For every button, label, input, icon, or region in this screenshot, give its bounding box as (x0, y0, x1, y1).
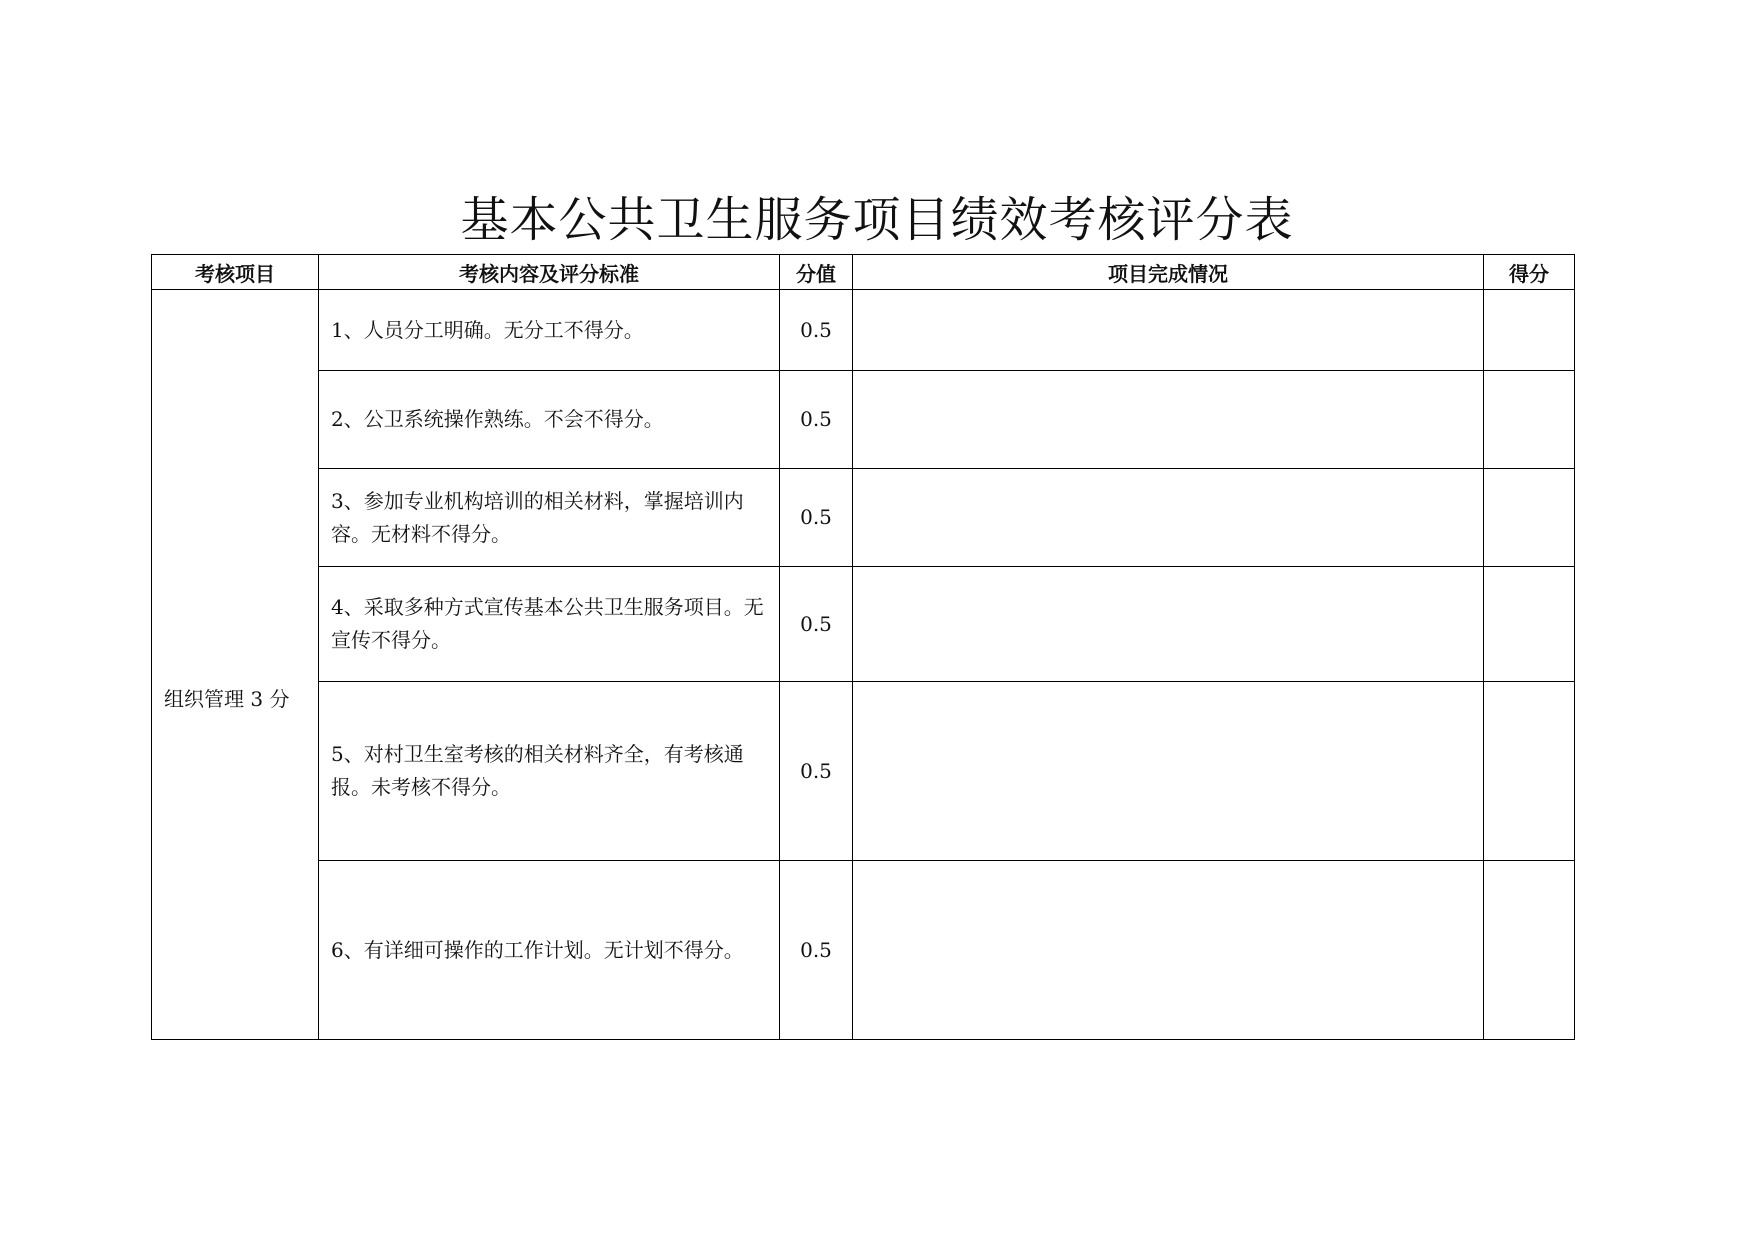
completion-cell[interactable] (853, 567, 1484, 682)
table-row (152, 682, 1575, 861)
points-cell: 0.5 (780, 567, 853, 682)
points-cell: 0.5 (780, 469, 853, 567)
table-row (152, 861, 1575, 1040)
header-item: 考核项目 (152, 255, 319, 290)
completion-cell[interactable] (853, 861, 1484, 1040)
criteria-cell: 1、人员分工明确。无分工不得分。 (319, 290, 780, 371)
points-cell: 0.5 (780, 371, 853, 469)
header-row (152, 255, 1575, 290)
criteria-cell: 2、公卫系统操作熟练。不会不得分。 (319, 371, 780, 469)
completion-cell[interactable] (853, 469, 1484, 567)
points-cell: 0.5 (780, 682, 853, 861)
page-title: 基本公共卫生服务项目绩效考核评分表 (460, 192, 1294, 248)
score-cell[interactable] (1484, 861, 1575, 1040)
criteria-cell: 5、对村卫生室考核的相关材料齐全，有考核通报。未考核不得分。 (319, 682, 780, 861)
table-row (152, 567, 1575, 682)
score-cell[interactable] (1484, 371, 1575, 469)
criteria-cell: 6、有详细可操作的工作计划。无计划不得分。 (319, 861, 780, 1040)
header-completion: 项目完成情况 (853, 255, 1484, 290)
table-row (152, 371, 1575, 469)
completion-cell[interactable] (853, 290, 1484, 371)
table-row (152, 469, 1575, 567)
header-points: 分值 (780, 255, 853, 290)
completion-cell[interactable] (853, 682, 1484, 861)
score-cell[interactable] (1484, 567, 1575, 682)
completion-cell[interactable] (853, 371, 1484, 469)
score-cell[interactable] (1484, 682, 1575, 861)
score-cell[interactable] (1484, 290, 1575, 371)
header-criteria: 考核内容及评分标准 (319, 255, 780, 290)
points-cell: 0.5 (780, 290, 853, 371)
criteria-cell: 4、采取多种方式宣传基本公共卫生服务项目。无宣传不得分。 (319, 567, 780, 682)
table-row (152, 290, 1575, 371)
score-cell[interactable] (1484, 469, 1575, 567)
points-cell: 0.5 (780, 861, 853, 1040)
score-table (151, 254, 1575, 1040)
category-cell: 组织管理 3 分 (152, 290, 319, 1040)
header-score: 得分 (1484, 255, 1575, 290)
criteria-cell: 3、参加专业机构培训的相关材料，掌握培训内容。无材料不得分。 (319, 469, 780, 567)
